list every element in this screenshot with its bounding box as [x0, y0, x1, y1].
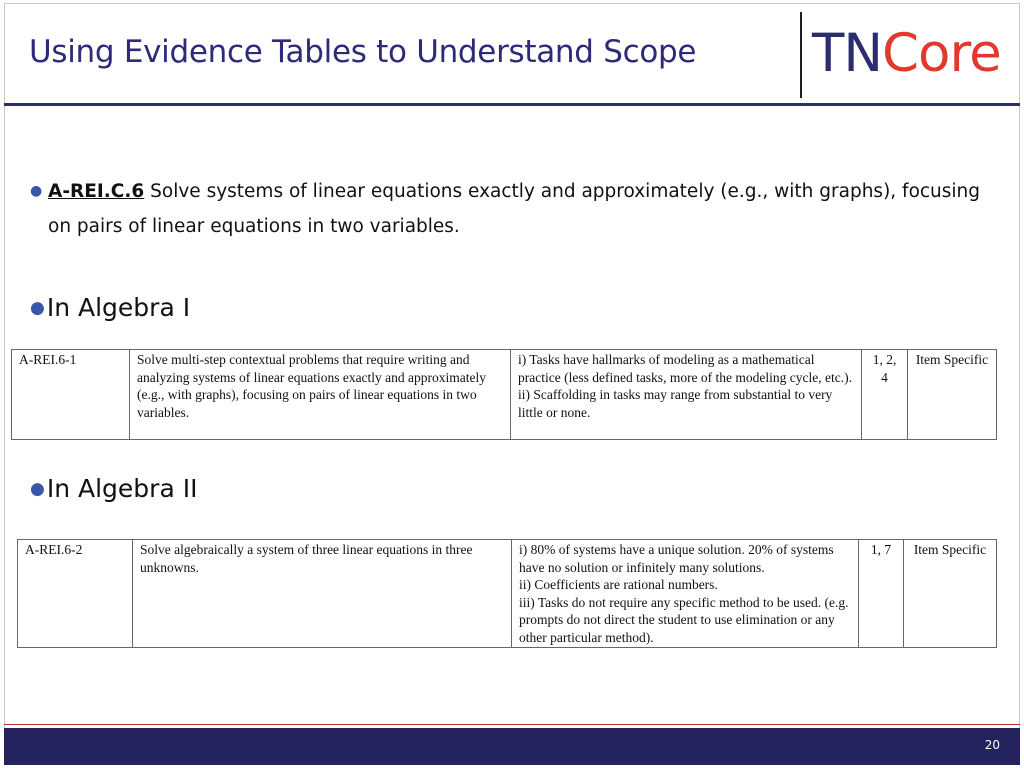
section-heading-text: In Algebra I — [46, 293, 191, 322]
bullet-icon: ● — [30, 479, 45, 499]
evidence-code-cell: A-REI.6-2 — [18, 540, 133, 648]
evidence-code-cell: A-REI.6-1 — [12, 350, 130, 440]
math-practice-cell: 1, 2, 4 — [862, 350, 908, 440]
clarifications-cell — [512, 540, 859, 648]
section-heading-algebra-2 — [30, 474, 197, 504]
bullet-icon: ● — [30, 298, 45, 318]
calculator-cell: Item Specific — [904, 540, 997, 648]
standard-code: A-REI.C.6 — [48, 181, 145, 202]
tncore-logo — [812, 22, 1001, 86]
table-row — [12, 350, 997, 440]
slide-title: Using Evidence Tables to Understand Scope — [29, 34, 697, 70]
clarification-item: i) Tasks have hallmarks of modeling as a mathematical practice (less defined tasks, more of the modeling cycle, etc.). — [518, 352, 852, 385]
header-rule — [4, 103, 1020, 106]
standard-description: Solve systems of linear equations exactly and approximately (e.g., with graphs), focusing on pairs of linear equations in two variables. — [48, 181, 981, 237]
evidence-table-algebra-2 — [17, 539, 997, 648]
evidence-table-algebra-1 — [11, 349, 997, 440]
page-number: 20 — [984, 738, 1000, 752]
section-heading-algebra-1 — [30, 293, 190, 323]
clarifications-cell — [511, 350, 862, 440]
clarification-item: ii) Scaffolding in tasks may range from substantial to very little or none. — [518, 387, 833, 420]
logo-tn: TN — [812, 23, 883, 84]
calculator-cell: Item Specific — [908, 350, 997, 440]
logo-divider — [800, 12, 802, 98]
clarification-item: ii) Coefficients are rational numbers. — [519, 577, 718, 592]
standard-bullet — [30, 174, 990, 244]
footer-rule — [4, 724, 1020, 725]
footer-bar — [4, 728, 1020, 765]
standard-text-block — [30, 174, 990, 244]
section-heading-text: In Algebra II — [46, 474, 198, 503]
evidence-statement-cell: Solve algebraically a system of three linear equations in three unknowns. — [133, 540, 512, 648]
logo-core: Core — [882, 23, 1001, 84]
clarification-item: i) 80% of systems have a unique solution. 20% of systems have no solution or infinitely many solutions. — [519, 542, 834, 575]
evidence-statement-cell: Solve multi-step contextual problems that require writing and analyzing systems of linear equations exactly and approximately (e.g., with graphs), focusing on pairs of linear equations in two variables. — [130, 350, 511, 440]
table-row — [18, 540, 997, 648]
math-practice-cell: 1, 7 — [859, 540, 904, 648]
clarification-item: iii) Tasks do not require any specific method to be used. (e.g. prompts do not direct the student to use elimination or any other particular method). — [519, 594, 849, 645]
bullet-icon: ● — [30, 183, 43, 199]
